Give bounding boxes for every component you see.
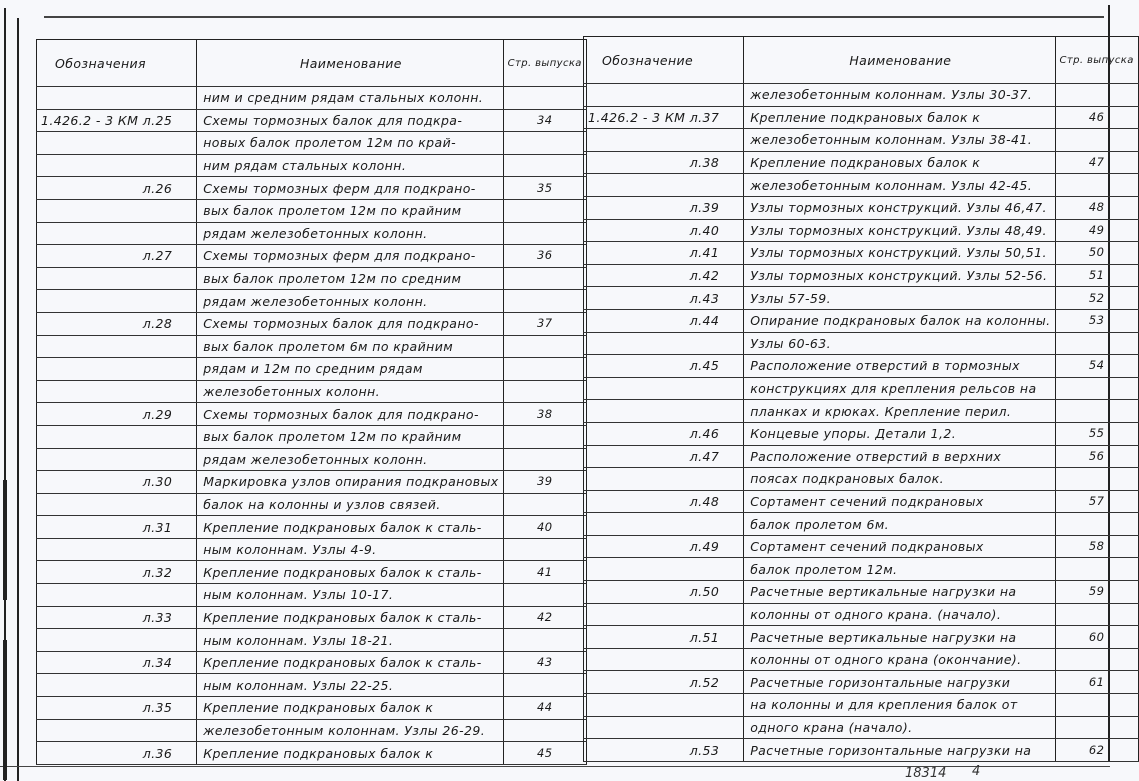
row-page (503, 267, 586, 290)
table-row (584, 513, 1139, 536)
row-name: железобетонных колонн. (197, 380, 503, 403)
row-page (503, 335, 586, 358)
row-page (503, 425, 586, 448)
table-row (37, 290, 587, 313)
row-designation (37, 290, 197, 313)
row-name: ным колоннам. Узлы 10-17. (197, 584, 503, 607)
row-page: 61 (1055, 671, 1138, 694)
row-designation (37, 358, 197, 381)
row-designation: л.43 (584, 287, 744, 310)
row-designation (37, 222, 197, 245)
row-name: вых балок пролетом 12м по крайним (197, 425, 503, 448)
row-designation (584, 468, 744, 491)
row-designation (37, 154, 197, 177)
row-name: Опирание подкрановых балок на колонны. (744, 309, 1055, 332)
row-designation: л.53 (584, 739, 744, 762)
row-page (503, 538, 586, 561)
row-designation: л.50 (584, 581, 744, 604)
binding-mark-2 (3, 640, 7, 780)
table-row (37, 132, 587, 155)
row-designation (584, 694, 744, 717)
row-designation (584, 513, 744, 536)
row-designation: л.28 (37, 312, 197, 335)
row-designation: л.45 (584, 355, 744, 378)
row-page (1055, 558, 1138, 581)
row-name: Крепление подкрановых балок к сталь- (197, 516, 503, 539)
table-row (37, 199, 587, 222)
table-row (584, 558, 1139, 581)
table-row (584, 490, 1139, 513)
row-name: рядам железобетонных колонн. (197, 448, 503, 471)
row-name: ным колоннам. Узлы 18-21. (197, 629, 503, 652)
row-name: Расположение отверстий в тормозных (744, 355, 1055, 378)
row-name: Крепление подкрановых балок к сталь- (197, 651, 503, 674)
row-name: на колонны и для крепления балок от (744, 694, 1055, 717)
archive-stamp: 18314 (905, 766, 947, 781)
table-row (37, 312, 587, 335)
row-name: рядам железобетонных колонн. (197, 222, 503, 245)
row-page: 46 (1055, 106, 1138, 129)
table-row (37, 493, 587, 516)
row-name: конструкциях для крепления рельсов на (744, 377, 1055, 400)
row-designation: л.49 (584, 535, 744, 558)
table-row (37, 651, 587, 674)
table-row (37, 109, 587, 132)
row-name: Концевые упоры. Детали 1,2. (744, 422, 1055, 445)
row-designation (37, 132, 197, 155)
table-row (37, 335, 587, 358)
table-row (37, 561, 587, 584)
row-name: Схемы тормозных балок для подкрано- (197, 403, 503, 426)
row-name: рядам железобетонных колонн. (197, 290, 503, 313)
table-row (584, 309, 1139, 332)
row-designation: л.27 (37, 245, 197, 268)
row-page: 58 (1055, 535, 1138, 558)
row-designation: л.31 (37, 516, 197, 539)
table-row (584, 626, 1139, 649)
row-name: вых балок пролетом 12м по крайним (197, 199, 503, 222)
row-page: 37 (503, 312, 586, 335)
header-name: Наименование (744, 37, 1055, 84)
frame-top (44, 16, 1104, 18)
table-row (584, 129, 1139, 152)
table-row (584, 739, 1139, 762)
row-name: Крепление подкрановых балок к (744, 106, 1055, 129)
row-name: балок пролетом 6м. (744, 513, 1055, 536)
row-page: 40 (503, 516, 586, 539)
row-page (503, 154, 586, 177)
row-page: 49 (1055, 219, 1138, 242)
row-name: Крепление подкрановых балок к сталь- (197, 561, 503, 584)
contents-table-right (583, 36, 1139, 762)
table-row (37, 697, 587, 720)
table-row (584, 84, 1139, 107)
table-row (584, 196, 1139, 219)
row-page (1055, 468, 1138, 491)
row-name: ным колоннам. Узлы 22-25. (197, 674, 503, 697)
table-row (584, 648, 1139, 671)
row-page: 54 (1055, 355, 1138, 378)
table-row (584, 716, 1139, 739)
row-name: Узлы тормозных конструкций. Узлы 52-56. (744, 264, 1055, 287)
row-page (1055, 716, 1138, 739)
table-row (584, 264, 1139, 287)
row-name: Крепление подкрановых балок к (197, 697, 503, 720)
row-name: Узлы тормозных конструкций. Узлы 48,49. (744, 219, 1055, 242)
row-designation: л.33 (37, 606, 197, 629)
table-row (584, 400, 1139, 423)
table-row (37, 222, 587, 245)
table-row (37, 674, 587, 697)
row-designation (37, 87, 197, 110)
table-row (584, 694, 1139, 717)
row-name: Узлы тормозных конструкций. Узлы 50,51. (744, 242, 1055, 265)
header-designation: Обозначения (37, 40, 197, 87)
row-designation (584, 648, 744, 671)
table-row (584, 151, 1139, 174)
table-row (37, 267, 587, 290)
row-name: балок на колонны и узлов связей. (197, 493, 503, 516)
row-name: Расчетные вертикальные нагрузки на (744, 581, 1055, 604)
row-page (503, 674, 586, 697)
row-designation: л.38 (584, 151, 744, 174)
row-designation: л.42 (584, 264, 744, 287)
row-name: Узлы 57-59. (744, 287, 1055, 310)
row-designation: л.44 (584, 309, 744, 332)
row-page (1055, 129, 1138, 152)
sheet-number: 4 (972, 764, 981, 779)
row-designation (37, 584, 197, 607)
row-designation: л.34 (37, 651, 197, 674)
header-page: Стр. выпуска (503, 40, 586, 87)
table-row (584, 535, 1139, 558)
row-name: железобетонным колоннам. Узлы 26-29. (197, 719, 503, 742)
row-name: колонны от одного крана (окончание). (744, 648, 1055, 671)
row-designation (584, 603, 744, 626)
table-row (37, 742, 587, 765)
table-row (37, 154, 587, 177)
row-designation: 1.426.2 - 3 КМ л.25 (37, 109, 197, 132)
table-row (584, 445, 1139, 468)
table-header (37, 40, 587, 87)
table-row (37, 629, 587, 652)
row-page: 59 (1055, 581, 1138, 604)
table-row (37, 606, 587, 629)
row-page: 34 (503, 109, 586, 132)
row-designation: л.32 (37, 561, 197, 584)
row-name: планках и крюках. Крепление перил. (744, 400, 1055, 423)
row-name: Расположение отверстий в верхних (744, 445, 1055, 468)
table-row (37, 448, 587, 471)
row-page (503, 132, 586, 155)
row-page: 48 (1055, 196, 1138, 219)
row-name: поясах подкрановых балок. (744, 468, 1055, 491)
row-name: Сортамент сечений подкрановых (744, 490, 1055, 513)
row-name: рядам и 12м по средним рядам (197, 358, 503, 381)
row-page: 53 (1055, 309, 1138, 332)
row-name: одного крана (начало). (744, 716, 1055, 739)
row-page (1055, 84, 1138, 107)
table-row (584, 242, 1139, 265)
row-page (1055, 400, 1138, 423)
row-name: новых балок пролетом 12м по край- (197, 132, 503, 155)
row-name: железобетонным колоннам. Узлы 42-45. (744, 174, 1055, 197)
table-row (584, 581, 1139, 604)
row-page (1055, 694, 1138, 717)
table-row (37, 87, 587, 110)
row-designation: л.40 (584, 219, 744, 242)
row-name: ним и средним рядам стальных колонн. (197, 87, 503, 110)
table-row (584, 468, 1139, 491)
row-name: ним рядам стальных колонн. (197, 154, 503, 177)
row-designation: л.29 (37, 403, 197, 426)
row-designation: л.36 (37, 742, 197, 765)
row-designation: л.46 (584, 422, 744, 445)
row-designation (37, 493, 197, 516)
row-name: Расчетные горизонтальные нагрузки на (744, 739, 1055, 762)
row-name: железобетонным колоннам. Узлы 38-41. (744, 129, 1055, 152)
frame-left-inner (17, 18, 19, 781)
row-name: Сортамент сечений подкрановых (744, 535, 1055, 558)
row-page (503, 290, 586, 313)
table-row (584, 106, 1139, 129)
row-designation: л.52 (584, 671, 744, 694)
row-name: железобетонным колоннам. Узлы 30-37. (744, 84, 1055, 107)
row-page (503, 199, 586, 222)
row-page: 41 (503, 561, 586, 584)
row-name: Расчетные вертикальные нагрузки на (744, 626, 1055, 649)
row-page (503, 493, 586, 516)
row-page: 44 (503, 697, 586, 720)
row-page: 56 (1055, 445, 1138, 468)
row-name: Схемы тормозных балок для подкра- (197, 109, 503, 132)
row-designation: л.35 (37, 697, 197, 720)
contents-table-left (36, 39, 587, 765)
row-designation: л.47 (584, 445, 744, 468)
row-page: 62 (1055, 739, 1138, 762)
row-designation (37, 629, 197, 652)
row-page (503, 584, 586, 607)
row-name: ным колоннам. Узлы 4-9. (197, 538, 503, 561)
table-row (584, 355, 1139, 378)
row-page (503, 87, 586, 110)
row-designation: л.48 (584, 490, 744, 513)
row-page: 52 (1055, 287, 1138, 310)
table-row (584, 332, 1139, 355)
header-page: Стр. выпуска (1055, 37, 1138, 84)
row-name: Маркировка узлов опирания подкрановых (197, 471, 503, 494)
row-page: 51 (1055, 264, 1138, 287)
row-designation (37, 199, 197, 222)
row-page: 47 (1055, 151, 1138, 174)
row-designation: л.51 (584, 626, 744, 649)
row-name: Схемы тормозных ферм для подкрано- (197, 177, 503, 200)
row-name: колонны от одного крана. (начало). (744, 603, 1055, 626)
row-designation (584, 716, 744, 739)
table-row (37, 516, 587, 539)
row-designation (584, 84, 744, 107)
row-designation: л.30 (37, 471, 197, 494)
row-designation (37, 674, 197, 697)
row-designation (37, 335, 197, 358)
row-designation (37, 538, 197, 561)
row-name: Крепление подкрановых балок к сталь- (197, 606, 503, 629)
table-row (584, 422, 1139, 445)
header-designation: Обозначение (584, 37, 744, 84)
row-page: 36 (503, 245, 586, 268)
row-page: 50 (1055, 242, 1138, 265)
row-name: Схемы тормозных ферм для подкрано- (197, 245, 503, 268)
row-designation: 1.426.2 - 3 КМ л.37 (584, 106, 744, 129)
row-designation (37, 719, 197, 742)
table-row (584, 287, 1139, 310)
table-row (37, 403, 587, 426)
table-row (584, 174, 1139, 197)
table-header (584, 37, 1139, 84)
table-row (584, 603, 1139, 626)
row-designation (37, 267, 197, 290)
table-row (37, 584, 587, 607)
table-row (37, 538, 587, 561)
row-designation (584, 174, 744, 197)
row-page: 35 (503, 177, 586, 200)
table-row (37, 380, 587, 403)
row-designation (37, 448, 197, 471)
row-page (1055, 332, 1138, 355)
table-row (584, 219, 1139, 242)
row-designation (584, 129, 744, 152)
table-row (584, 377, 1139, 400)
row-page (503, 719, 586, 742)
row-designation (584, 400, 744, 423)
row-page (1055, 603, 1138, 626)
row-name: Расчетные горизонтальные нагрузки (744, 671, 1055, 694)
row-designation (584, 377, 744, 400)
row-page (503, 222, 586, 245)
row-page: 57 (1055, 490, 1138, 513)
table-row (37, 471, 587, 494)
table-row (37, 358, 587, 381)
row-name: балок пролетом 12м. (744, 558, 1055, 581)
row-page (503, 629, 586, 652)
row-designation: л.26 (37, 177, 197, 200)
row-designation: л.41 (584, 242, 744, 265)
row-name: вых балок пролетом 6м по крайним (197, 335, 503, 358)
row-page (503, 380, 586, 403)
row-page (1055, 648, 1138, 671)
row-name: Узлы 60-63. (744, 332, 1055, 355)
row-page: 39 (503, 471, 586, 494)
row-designation (584, 332, 744, 355)
table-row (37, 425, 587, 448)
row-page (1055, 174, 1138, 197)
row-designation (37, 380, 197, 403)
row-page: 60 (1055, 626, 1138, 649)
table-row (584, 671, 1139, 694)
row-page: 43 (503, 651, 586, 674)
table-row (37, 719, 587, 742)
binding-mark-1 (3, 480, 7, 600)
row-page (1055, 377, 1138, 400)
row-name: Крепление подкрановых балок к (744, 151, 1055, 174)
row-name: Схемы тормозных балок для подкрано- (197, 312, 503, 335)
table-row (37, 177, 587, 200)
row-page: 45 (503, 742, 586, 765)
row-designation: л.39 (584, 196, 744, 219)
row-page (503, 448, 586, 471)
row-designation (584, 558, 744, 581)
table-row (37, 245, 587, 268)
row-page: 55 (1055, 422, 1138, 445)
row-name: вых балок пролетом 12м по средним (197, 267, 503, 290)
row-page: 38 (503, 403, 586, 426)
row-designation (37, 425, 197, 448)
header-name: Наименование (197, 40, 503, 87)
row-page (1055, 513, 1138, 536)
row-name: Крепление подкрановых балок к (197, 742, 503, 765)
row-name: Узлы тормозных конструкций. Узлы 46,47. (744, 196, 1055, 219)
row-page (503, 358, 586, 381)
row-page: 42 (503, 606, 586, 629)
